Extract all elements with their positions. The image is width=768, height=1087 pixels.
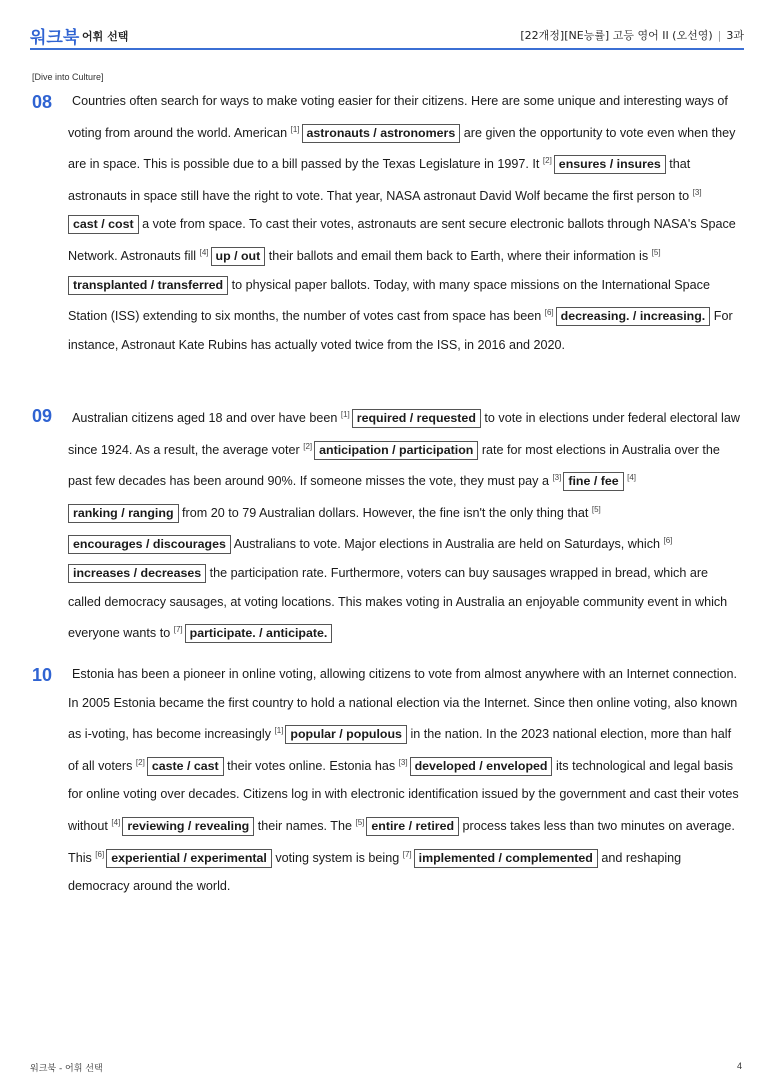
blank-number: [1]: [274, 726, 284, 736]
passage-text: rate for most elections in Australia over the past few decades has been around 90%. If someone misses the vote, they must pay a: [68, 442, 720, 489]
choice-box[interactable]: transplanted / transferred: [68, 276, 228, 295]
passage-text: its technological and legal basis for online voting over decades. Citizens log in with electronic identification issued by the government and cast their votes without: [68, 758, 739, 833]
choice-box[interactable]: decreasing. / increasing.: [556, 307, 711, 326]
passage-text: a vote from space. To cast their votes, astronauts are sent secure electronic ballots through NASA's Space Network. Astronauts fill: [68, 217, 736, 263]
passage-text: Australian citizens aged 18 and over have been: [72, 411, 338, 425]
choice-box[interactable]: encourages / discourages: [68, 535, 231, 554]
blank-number: [5]: [591, 504, 601, 514]
blank-number: [2]: [135, 757, 145, 767]
blank-number: [4]: [199, 247, 209, 257]
course-title: [22개정][NE능률] 고등 영어 II (오선영): [520, 29, 713, 42]
blank-number: [5]: [651, 247, 661, 257]
passage-text: Estonia has been a pioneer in online voting, allowing citizens to vote from almost anywhere with an Internet connection. In 2005 Estonia became the first country to hold a national election via the Internet. Since then online voting, also known as i-voting, has become increasingly: [68, 667, 738, 742]
choice-box[interactable]: ranking / ranging: [68, 504, 179, 523]
choice-box[interactable]: entire / retired: [366, 817, 459, 836]
passage-text: the participation rate. Furthermore, voters can buy sausages wrapped in bread, which are called democracy sausages, at voting locations. This makes voting in Australia an enjoyable community event in which everyone wants to: [68, 565, 728, 641]
choice-box[interactable]: increases / decreases: [68, 564, 206, 583]
passage-text: to physical paper ballots. Today, with many space missions on the International Space Station (ISS) extending to six months, the number of votes cast from space has been: [68, 277, 710, 324]
blank-number: [1]: [290, 124, 300, 134]
blank-number: [3]: [552, 473, 562, 483]
blank-number: [4]: [627, 473, 637, 483]
passage-text: process takes less than two minutes on average. This: [68, 818, 735, 865]
choice-box[interactable]: astronauts / astronomers: [302, 124, 461, 143]
question-text: [68, 660, 744, 901]
section-label: [Dive into Culture]: [32, 72, 104, 82]
passage-text: voting system is being: [275, 850, 400, 865]
page-header: [30, 20, 744, 50]
passage-text: in the nation. In the 2023 national election, more than half of all voters: [68, 727, 732, 773]
blank-number: [2]: [542, 156, 552, 166]
blank-number: [6]: [95, 849, 105, 859]
passage-text: their votes online. Estonia has: [227, 758, 396, 773]
blank-number: [6]: [544, 308, 554, 318]
choice-box[interactable]: developed / enveloped: [410, 757, 553, 776]
passage-text: and reshaping democracy around the world.: [68, 850, 682, 894]
blank-number: [3]: [398, 757, 408, 767]
blank-number: [4]: [111, 817, 121, 827]
choice-box[interactable]: up / out: [211, 247, 266, 266]
question-text: [68, 87, 744, 359]
blank-number: [6]: [663, 536, 673, 546]
choice-box[interactable]: caste / cast: [147, 757, 224, 776]
choice-box[interactable]: implemented / complemented: [414, 849, 598, 868]
passage-text: Australians to vote. Major elections in Australia are held on Saturdays, which: [233, 537, 660, 552]
question-text: [68, 401, 744, 648]
brand-title: 워크북: [30, 28, 80, 48]
passage-text: their names. The: [257, 818, 352, 833]
blank-number: [5]: [355, 817, 365, 827]
question-number: 08: [32, 92, 53, 112]
brand-subtitle: 어휘 선택: [82, 30, 129, 43]
passage-text: For instance, Astronaut Kate Rubins has actually voted twice from the ISS, in 2016 and 2020.: [68, 309, 733, 352]
blank-number: [3]: [692, 187, 702, 197]
blank-number: [7]: [402, 849, 412, 859]
passage-text: from 20 to 79 Australian dollars. However, the fine isn't the only thing that: [182, 505, 589, 520]
question-number: 09: [32, 406, 53, 426]
blank-number: [1]: [340, 410, 350, 419]
blank-number: [2]: [303, 441, 313, 451]
passage-text: Countries often search for ways to make voting easier for their citizens. Here are some unique and interesting ways of voting from around the world. American: [68, 94, 728, 140]
choice-box[interactable]: anticipation / participation: [314, 441, 478, 460]
choice-box[interactable]: cast / cost: [68, 215, 139, 234]
choice-box[interactable]: experiential / experimental: [106, 849, 272, 868]
passage-text: to vote in elections under federal electoral law since 1924. As a result, the average voter: [68, 411, 740, 457]
lesson-label: 3과: [726, 29, 744, 42]
blank-number: [7]: [173, 625, 183, 635]
header-separator: |: [717, 29, 722, 42]
passage-text: are given the opportunity to vote even when they are in space. This is possible due to a bill passed by the Texas Legislature in 1997. It: [68, 125, 736, 172]
passage-text: their ballots and email them back to Earth, where their information is: [268, 248, 649, 263]
footer-label: 워크북 - 어휘 선택: [30, 1064, 103, 1074]
choice-box[interactable]: participate. / anticipate.: [185, 624, 333, 643]
choice-box[interactable]: fine / fee: [563, 472, 623, 491]
choice-box[interactable]: ensures / insures: [554, 155, 666, 174]
course-info: [520, 27, 744, 43]
question-number: 10: [32, 665, 53, 685]
choice-box[interactable]: reviewing / revealing: [122, 817, 254, 836]
choice-box[interactable]: popular / populous: [285, 725, 407, 744]
choice-box[interactable]: required / requested: [352, 409, 481, 428]
passage-text: that astronauts in space still have the right to vote. That year, NASA astronaut David Wolf became the first person to: [68, 157, 691, 203]
page-number: 4: [736, 1061, 742, 1071]
